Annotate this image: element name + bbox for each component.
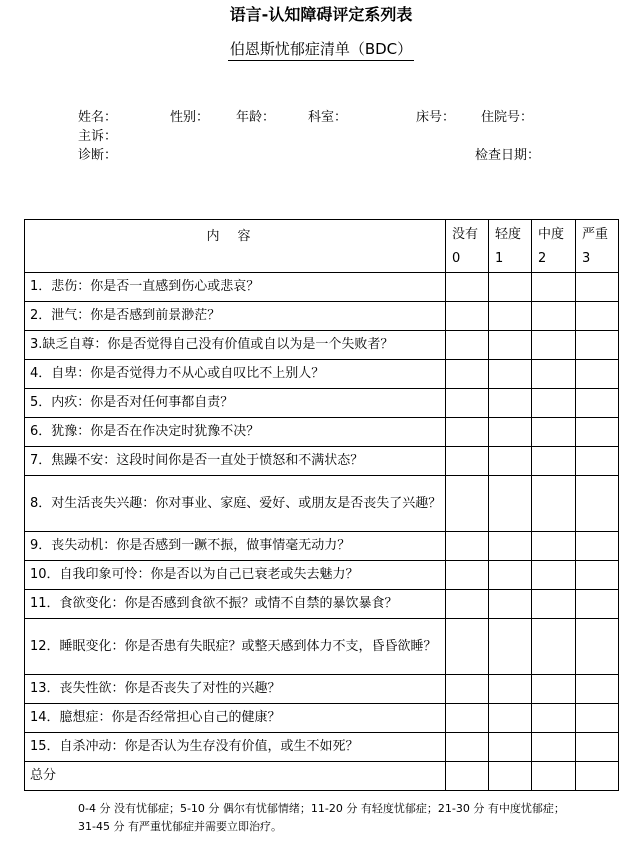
- level-label: 严重: [582, 227, 609, 242]
- score-cell[interactable]: [532, 476, 576, 532]
- score-cell[interactable]: [576, 273, 619, 302]
- score-cell[interactable]: [446, 762, 489, 791]
- score-cell[interactable]: [576, 561, 619, 590]
- level-label: 没有: [452, 227, 479, 242]
- table-row: [25, 273, 619, 302]
- score-cell[interactable]: [489, 733, 532, 762]
- table-row: [25, 331, 619, 360]
- score-cell[interactable]: [576, 418, 619, 447]
- score-cell[interactable]: [576, 389, 619, 418]
- page-title: 语言-认知障碍评定系列表: [229, 5, 413, 24]
- item-text: 5．内疚：你是否对任何事都自责？: [25, 389, 446, 418]
- score-cell[interactable]: [532, 762, 576, 791]
- item-text: 12．睡眠变化：你是否患有失眠症？或整天感到体力不支，昏昏欲睡？: [25, 619, 446, 675]
- score-cell[interactable]: [532, 447, 576, 476]
- table-header-row: [25, 220, 619, 273]
- score-cell[interactable]: [446, 360, 489, 389]
- score-cell[interactable]: [576, 619, 619, 675]
- level-header-none: [446, 220, 489, 273]
- table-row: [25, 389, 619, 418]
- table-row: [25, 675, 619, 704]
- table-row: [25, 619, 619, 675]
- complaint-field-label: 主诉：: [78, 129, 118, 144]
- score-cell[interactable]: [576, 447, 619, 476]
- score-cell[interactable]: [446, 704, 489, 733]
- score-cell[interactable]: [532, 273, 576, 302]
- item-text: 14．臆想症：你是否经常担心自己的健康？: [25, 704, 446, 733]
- item-text: 13．丧失性欲：你是否丧失了对性的兴趣？: [25, 675, 446, 704]
- score-cell[interactable]: [532, 675, 576, 704]
- exam-date-field-label: 检查日期：: [475, 148, 541, 163]
- score-cell[interactable]: [446, 447, 489, 476]
- table-row: [25, 704, 619, 733]
- level-score: 1: [495, 251, 504, 266]
- score-cell[interactable]: [489, 418, 532, 447]
- level-label: 轻度: [495, 227, 522, 242]
- age-field-label: 年龄：: [236, 110, 276, 125]
- table-row: [25, 590, 619, 619]
- score-cell[interactable]: [576, 733, 619, 762]
- score-cell[interactable]: [532, 704, 576, 733]
- level-score: 2: [538, 251, 547, 266]
- level-score: 0: [452, 251, 461, 266]
- score-cell[interactable]: [489, 675, 532, 704]
- score-cell[interactable]: [489, 590, 532, 619]
- score-cell[interactable]: [532, 418, 576, 447]
- score-cell[interactable]: [576, 762, 619, 791]
- score-cell[interactable]: [489, 302, 532, 331]
- score-cell[interactable]: [532, 360, 576, 389]
- score-cell[interactable]: [532, 389, 576, 418]
- scoring-note: 0-4 分 没有忧郁症；5-10 分 偶尔有忧郁情绪；11-20 分 有轻度忧郁症；21-30 分 有中度忧郁症；31-45 分 有严重忧郁症并需要立即治疗。: [78, 802, 565, 833]
- table-row: [25, 447, 619, 476]
- level-header-severe: [576, 220, 619, 273]
- score-cell[interactable]: [576, 476, 619, 532]
- score-cell[interactable]: [489, 532, 532, 561]
- score-cell[interactable]: [446, 476, 489, 532]
- score-cell[interactable]: [532, 331, 576, 360]
- item-text: 9．丧失动机：你是否感到一蹶不振，做事情毫无动力？: [25, 532, 446, 561]
- score-cell[interactable]: [446, 331, 489, 360]
- score-cell[interactable]: [489, 273, 532, 302]
- score-cell[interactable]: [489, 762, 532, 791]
- score-cell[interactable]: [532, 302, 576, 331]
- score-cell[interactable]: [446, 675, 489, 704]
- score-cell[interactable]: [489, 447, 532, 476]
- table-row: [25, 733, 619, 762]
- score-cell[interactable]: [576, 360, 619, 389]
- score-cell[interactable]: [446, 590, 489, 619]
- score-cell[interactable]: [532, 532, 576, 561]
- score-cell[interactable]: [489, 619, 532, 675]
- department-field-label: 科室：: [308, 110, 348, 125]
- score-cell[interactable]: [446, 273, 489, 302]
- score-cell[interactable]: [532, 619, 576, 675]
- score-cell[interactable]: [576, 331, 619, 360]
- name-field-label: 姓名：: [78, 110, 118, 125]
- score-cell[interactable]: [489, 561, 532, 590]
- score-cell[interactable]: [489, 360, 532, 389]
- table-row: [25, 561, 619, 590]
- score-cell[interactable]: [489, 389, 532, 418]
- item-text: 15．自杀冲动：你是否认为生存没有价值，或生不如死？: [25, 733, 446, 762]
- item-text: 3.缺乏自尊：你是否觉得自己没有价值或自以为是一个失败者？: [25, 331, 446, 360]
- item-text: 6．犹豫：你是否在作决定时犹豫不决？: [25, 418, 446, 447]
- item-text: 7．焦躁不安：这段时间你是否一直处于愤怒和不满状态？: [25, 447, 446, 476]
- item-text: 8．对生活丧失兴趣：你对事业、家庭、爱好、或朋友是否丧失了兴趣？: [25, 476, 446, 532]
- score-cell[interactable]: [576, 704, 619, 733]
- total-row: [25, 762, 619, 791]
- score-cell[interactable]: [576, 590, 619, 619]
- score-cell[interactable]: [532, 733, 576, 762]
- score-cell[interactable]: [489, 704, 532, 733]
- score-cell[interactable]: [446, 532, 489, 561]
- level-header-mild: [489, 220, 532, 273]
- score-cell[interactable]: [446, 561, 489, 590]
- score-cell[interactable]: [446, 619, 489, 675]
- admission-no-field-label: 住院号：: [481, 110, 534, 125]
- table-row: [25, 532, 619, 561]
- item-text: 4．自卑：你是否觉得力不从心或自叹比不上别人？: [25, 360, 446, 389]
- score-cell[interactable]: [446, 302, 489, 331]
- form-subtitle-text: 伯恩斯忧郁症清单（BDC）: [228, 40, 414, 61]
- item-text: 1．悲伤：你是否一直感到伤心或悲哀？: [25, 273, 446, 302]
- table-row: [25, 476, 619, 532]
- level-header-moderate: [532, 220, 576, 273]
- score-cell[interactable]: [576, 532, 619, 561]
- total-label: 总分: [25, 762, 446, 791]
- score-cell[interactable]: [576, 675, 619, 704]
- score-cell[interactable]: [532, 561, 576, 590]
- bed-field-label: 床号：: [416, 110, 456, 125]
- score-cell[interactable]: [446, 389, 489, 418]
- content-column-header: 内容: [25, 220, 446, 273]
- table-row: [25, 360, 619, 389]
- form-subtitle: [0, 38, 642, 59]
- bdc-score-table: [24, 219, 619, 791]
- diagnosis-field-label: 诊断：: [78, 148, 118, 163]
- sex-field-label: 性别：: [170, 110, 210, 125]
- score-cell[interactable]: [532, 590, 576, 619]
- item-text: 2．泄气：你是否感到前景渺茫？: [25, 302, 446, 331]
- score-cell[interactable]: [446, 733, 489, 762]
- score-cell[interactable]: [489, 476, 532, 532]
- score-cell[interactable]: [446, 418, 489, 447]
- score-cell[interactable]: [489, 331, 532, 360]
- score-cell[interactable]: [576, 302, 619, 331]
- item-text: 10．自我印象可怜：你是否以为自己已衰老或失去魅力？: [25, 561, 446, 590]
- table-row: [25, 302, 619, 331]
- item-text: 11．食欲变化：你是否感到食欲不振？或情不自禁的暴饮暴食？: [25, 590, 446, 619]
- table-row: [25, 418, 619, 447]
- level-label: 中度: [538, 227, 565, 242]
- level-score: 3: [582, 251, 591, 266]
